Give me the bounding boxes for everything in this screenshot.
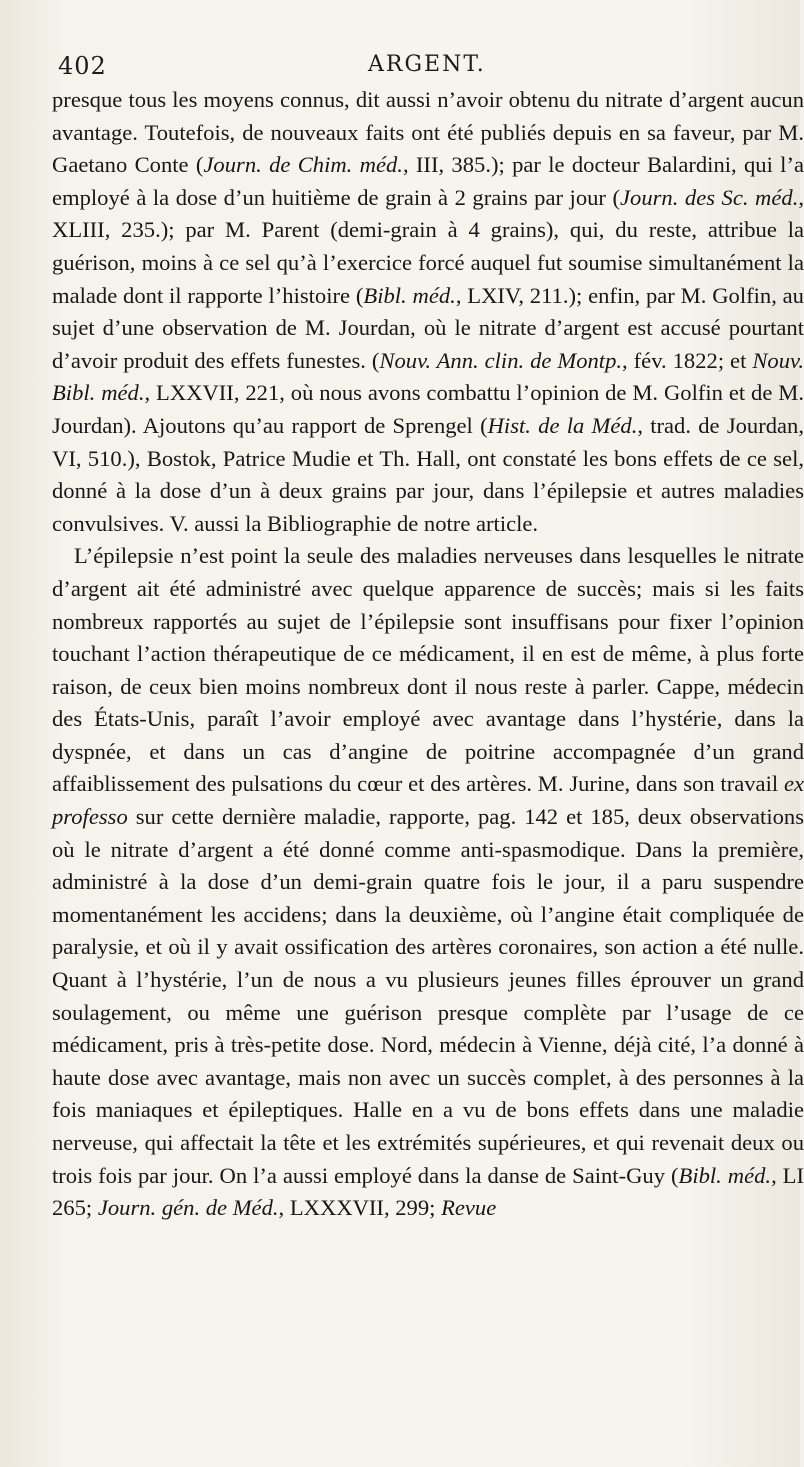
paragraph-2	[52, 540, 804, 1224]
italic-citation: Bibl. méd.	[678, 1162, 772, 1188]
italic-citation: Revue	[441, 1195, 497, 1221]
italic-citation: Nouv. Bibl. méd.	[52, 347, 804, 406]
italic-citation: Nouv. Ann. clin. de Montp.	[379, 347, 623, 373]
text-run: , III, 385.); par le docteur Balardini, qui l’a employé à la dose d’un huitième de grain à 2 grains par jour (	[52, 152, 804, 210]
italic-citation: Bibl. méd.	[363, 282, 456, 308]
italic-citation: Hist. de la Méd.	[487, 412, 638, 438]
italic-citation: Journ. de Chim. méd.	[203, 152, 403, 178]
text-run: , fév. 1822; et	[622, 347, 753, 373]
italic-citation: Journ. des Sc. méd.	[620, 184, 799, 210]
text-run: , trad. de Jourdan, VI, 510.), Bostok, Patrice Mudie et Th. Hall, ont constaté les bons effets de ce sel, donné à la dose d’un à deux grains par jour, dans l’épilepsie et autres maladies convulsives. V. aussi la Bibliographie de notre article.	[52, 412, 804, 536]
paragraph-1	[52, 84, 804, 540]
text-run: , LXXXVII, 299;	[278, 1195, 442, 1221]
text-run: , LXIV, 211.); enfin, par M. Golfin, au sujet d’une observation de M. Jourdan, où le nitrate d’argent est accusé pourtant d’avoir produit des effets funestes. (	[52, 282, 804, 373]
text-run: presque tous les moyens connus, dit aussi n’avoir obtenu du nitrate d’argent aucun avantage. Toutefois, de nouveaux faits ont été publiés depuis en sa faveur, par M. Gaetano Conte (	[52, 87, 804, 178]
text-run: L’épilepsie n’est point la seule des maladies nerveuses dans lesquelles le nitrate d’argent ait été administré avec quelque apparence de succès; mais si les faits nombreux rapportés au sujet de l’épilepsie sont insuffisans pour fixer l’opinion touchant l’action thérapeutique de ce médicament, il en est de même, à plus forte raison, de ceux bien moins nombreux dont il nous reste à parler. Cappe, médecin des États-Unis, paraît l’avoir employé avec avantage dans l’hystérie, dans la dyspnée, et dans un cas d’angine de poitrine accompagnée d’un grand affaiblissement des pulsations du cœur et des artères. M. Jurine, dans son travail	[52, 543, 804, 797]
italic-citation: ex professo	[52, 771, 804, 830]
page-header	[58, 48, 770, 88]
page-number: 402	[58, 52, 107, 80]
italic-citation: Journ. gén. de Méd.	[97, 1195, 279, 1221]
running-head: ARGENT.	[368, 52, 486, 77]
text-run: , LI 265;	[52, 1162, 804, 1221]
body-text	[52, 84, 804, 1225]
text-run: sur cette dernière maladie, rapporte, pag. 142 et 185, deux observations où le nitrate d’argent a été donné comme anti-spasmodique. Dans la première, administré à la dose d’un demi-grain quatre fois le jour, il a paru suspendre momentanément les accidens; dans la deuxième, où l’angine était compliquée de paralysie, et où il y avait ossification des artères coronaires, son action a été nulle. Quant à l’hystérie, l’un de nous a vu plusieurs jeunes filles éprouver un grand soulagement, ou même une guérison presque complète par l’usage de ce médicament, pris à très-petite dose. Nord, médecin à Vienne, déjà cité, l’a donné à haute dose avec avantage, mais non avec un succès complet, à des personnes à la fois maniaques et épileptiques. Halle en a vu de bons effets dans une maladie nerveuse, qui affectait la tête et les extrémités supérieures, et qui revenait deux ou trois fois par jour. On l’a aussi employé dans la danse de Saint-Guy (	[52, 804, 804, 1188]
text-run: , LXXVII, 221, où nous avons combattu l’opinion de M. Golfin et de M. Jourdan). Ajoutons qu’au rapport de Sprengel (	[52, 380, 804, 438]
text-run: , XLIII, 235.); par M. Parent (demi-grain à 4 grains), qui, du reste, attribue la guérison, moins à ce sel qu’à l’exercice forcé auquel fut soumise simultanément la malade dont il rapporte l’histoire (	[52, 184, 804, 308]
